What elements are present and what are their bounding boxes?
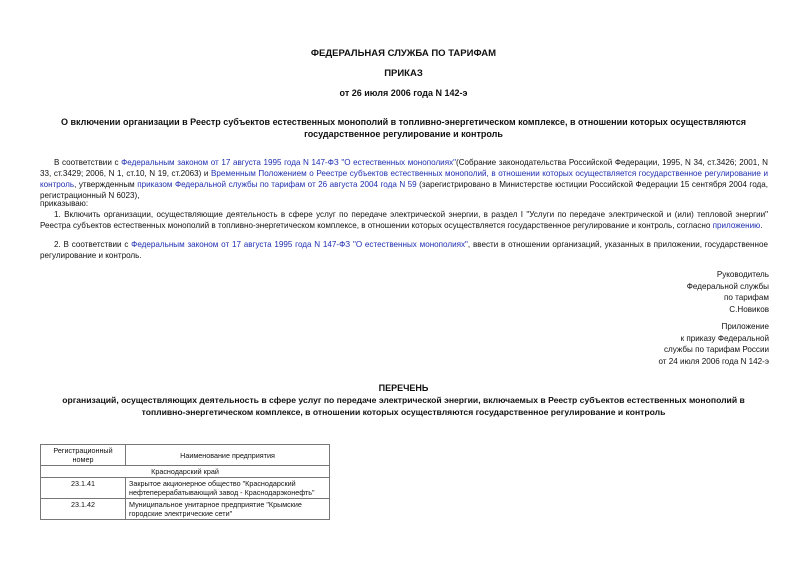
item-1-text: 1. Включить организации, осуществляющие деятельность в сфере услуг по передаче электрической энергии, в раздел I "Услуги по передаче электрической и (или) тепловой энергии" Реестра субъектов естественных монополий в топливно-энергетическом комплексе, в отношении которых осуществляется государственное регулирование и контроль, согласно: [40, 210, 768, 230]
preamble-text: , утвержденным: [74, 180, 138, 189]
list-subtitle-line-2: топливно-энергетическом комплексе, в отношении которых осуществляются государственное регулирование и контроль: [141, 406, 666, 417]
item-2-text-end: , ввести в отношении организаций, указанных в приложении, государственное регулирование и контроль.: [40, 240, 768, 260]
agency-name: ФЕДЕРАЛЬНАЯ СЛУЖБА ПО ТАРИФАМ: [310, 48, 497, 59]
document-date-number: от 26 июля 2006 года N 142-э: [339, 88, 468, 98]
table-region-row: [41, 466, 330, 478]
appendix-link[interactable]: приложению: [712, 221, 761, 230]
preamble-paragraph: [40, 157, 768, 201]
registration-number: 23.1.41: [41, 478, 126, 499]
document-type: ПРИКАЗ: [384, 68, 423, 79]
item-2-text: 2. В соответствии с: [54, 240, 132, 249]
appendix-line: от 24 июля 2006 года N 142-э: [658, 356, 769, 366]
registration-number: 23.1.42: [41, 499, 126, 520]
region-label: Краснодарский край: [41, 466, 330, 478]
table-row: [41, 499, 330, 520]
appendix-line: службы по тарифам России: [663, 345, 769, 354]
column-header-name: Наименование предприятия: [126, 445, 330, 466]
signature-block: [687, 269, 769, 315]
preamble-text: (зарегистрировано в Министерстве юстиции Российской Федерации 15 сентября 2004 года, регистрационный N 6023),: [40, 180, 768, 200]
federal-law-link[interactable]: Федеральным законом от 17 августа 1995 года N 147-ФЗ "О естественных монополиях": [121, 158, 457, 167]
list-subtitle: [0, 395, 807, 418]
order-word: приказываю:: [40, 199, 89, 208]
list-subtitle-line-1: организаций, осуществляющих деятельность в сфере услуг по передаче электрической энергии, включаемых в Реестр субъектов естественных монополий в: [62, 395, 745, 405]
item-1-end: .: [760, 221, 763, 230]
organizations-table: [40, 444, 330, 520]
federal-law-link-2[interactable]: Федеральным законом от 17 августа 1995 года N 147-ФЗ "О естественных монополиях": [131, 240, 468, 249]
document-title-line-1: О включении организации в Реестр субъектов естественных монополий в топливно-энергетическом комплексе, в отношении которых осуществляются: [61, 117, 746, 127]
order-item-1: [40, 209, 768, 231]
signature-line: по тарифам: [724, 293, 769, 302]
signature-name: С.Новиков: [729, 304, 769, 314]
preamble-text: (Собрание законодательства Российской Федерации, 1995, N 34, ст.3426; 2001, N 33, ст.3429; 2006, N 1, ст.10, N 19, ст.2063) и: [40, 158, 769, 178]
registry-regulation-link[interactable]: Временным Положением о Реестре субъектов естественных монополий, в отношении которых осуществляется государственное регулирование и контроль: [40, 169, 768, 189]
organization-name: Муниципальное унитарное предприятие "Крымские городские электрические сети": [126, 499, 330, 520]
signature-line: Федеральной службы: [686, 281, 769, 291]
order-item-2: [40, 239, 768, 261]
appendix-line: к приказу Федеральной: [680, 333, 769, 343]
organization-name: Закрытое акционерное общество "Краснодарский нефтеперерабатывающий завод - Краснодарэконефть": [126, 478, 330, 499]
document-title-line-2: государственное регулирование и контроль: [304, 129, 503, 139]
table-row: [41, 478, 330, 499]
appendix-line: Приложение: [721, 322, 769, 331]
preamble-text: В соответствии с: [54, 158, 122, 167]
column-header-number: Регистрационный номер: [41, 445, 126, 466]
document-title: [0, 116, 807, 140]
table-header-row: [41, 445, 330, 466]
list-title: ПЕРЕЧЕНЬ: [378, 383, 429, 393]
fst-order-59-link[interactable]: приказом Федеральной службы по тарифам от 26 августа 2004 года N 59: [137, 180, 417, 189]
signature-line: Руководитель: [716, 270, 769, 279]
appendix-block: [658, 321, 769, 367]
